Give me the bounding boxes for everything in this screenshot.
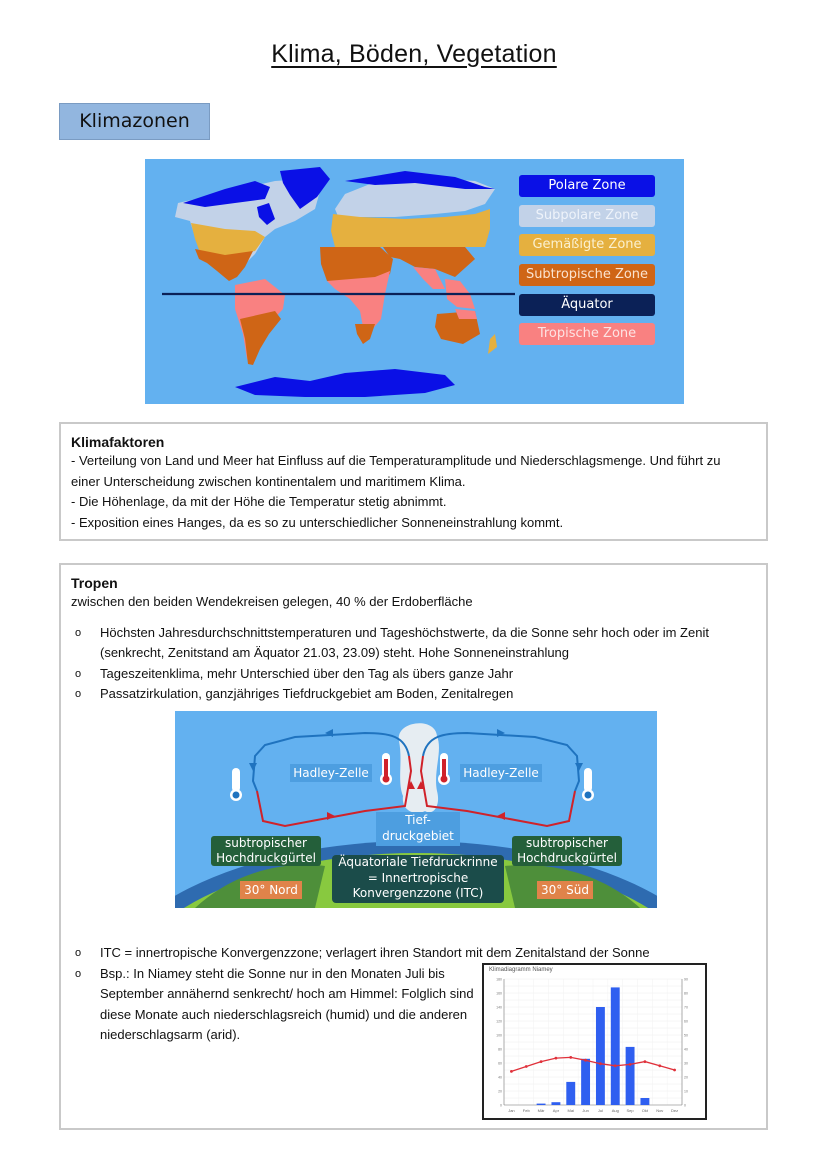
legend-subpolare-zone: Subpolare Zone [519,205,655,227]
svg-text:60: 60 [498,1061,502,1066]
svg-text:10: 10 [684,1089,688,1094]
tropen-bullet: o Passatzirkulation, ganzjähriges Tiefdruckgebiet am Boden, Zenitalregen [71,684,756,705]
svg-text:60: 60 [684,1019,688,1024]
hadley-cell-left-label: Hadley-Zelle [290,764,372,782]
klimafaktoren-line-2: - Die Höhenlage, da mit der Höhe die Temperatur stetig abnimmt. [71,494,447,509]
page-title: Klima, Böden, Vegetation [271,40,557,68]
svg-text:Jun: Jun [582,1108,589,1113]
tropen-bullet: o Höchsten Jahresdurchschnittstemperaturen und Tageshöchstwerte, da die Sonne sehr hoch oder im Zenit (senkrecht, Zenitstand am Äquator 21.03, 23.09) steht. Hohe Sonneneinstrahlung [75,624,709,660]
high-pressure-left-label: subtropischer Hochdruckgürtel [211,836,321,866]
climate-zone-map [145,159,684,404]
high-pressure-right-label: subtropischer Hochdruckgürtel [512,836,622,866]
svg-text:Jan: Jan [508,1108,515,1113]
svg-text:20: 20 [498,1089,502,1094]
svg-text:140: 140 [496,1005,502,1010]
legend-aequator: Äquator [519,294,655,316]
low-pressure-label: Tief- druckgebiet [376,812,460,846]
svg-text:90: 90 [684,977,688,982]
svg-text:160: 160 [496,991,502,996]
hadley-cell-diagram [175,711,657,908]
svg-text:50: 50 [684,1033,688,1038]
hadley-cell-right-label: Hadley-Zelle [460,764,542,782]
svg-text:80: 80 [684,991,688,996]
klimafaktoren-box [59,422,768,541]
chart-title: Klimadiagramm Niamey [489,967,553,973]
map-legend [519,175,655,353]
tropen-bullet: o Bsp.: In Niamey steht die Sonne nur in den Monaten Juli bis September annähernd senkrecht/ hoch am Himmel: Folglich sind diese Monate auch niederschlagsreich (humid) und die anderen niederschlagsarm (arid). [75,965,474,1042]
tropen-heading: Tropen [71,575,118,591]
svg-text:Mär: Mär [537,1108,545,1113]
bullet-circle-icon: o [75,626,82,639]
svg-text:Aug: Aug [611,1108,619,1113]
tropen-bullet: o Tageszeitenklima, mehr Unterschied über den Tag als übers ganze Jahr [71,664,756,685]
svg-text:Okt: Okt [641,1108,649,1113]
svg-text:Nov: Nov [656,1108,664,1113]
legend-subtropische-zone: Subtropische Zone [519,264,655,286]
klimafaktoren-heading: Klimafaktoren [71,434,165,450]
thermometer-hot-right-icon [438,753,450,785]
svg-text:Mai: Mai [567,1108,574,1113]
thermometer-cold-right-icon [582,768,594,801]
section-tag-klimazonen: Klimazonen [59,103,210,140]
legend-tropische-zone: Tropische Zone [519,323,655,345]
bullet-circle-icon: o [75,688,82,700]
latitude-30-south-label: 30° Süd [537,881,593,899]
tropen-intro: zwischen den beiden Wendekreisen gelegen, 40 % der Erdoberfläche [71,594,473,609]
bullet-circle-icon: o [75,947,82,959]
legend-gemaessigte-zone: Gemäßigte Zone [519,234,655,256]
legend-polare-zone: Polare Zone [519,175,655,197]
chart-plot [484,965,705,1118]
svg-text:80: 80 [498,1047,502,1052]
svg-text:0: 0 [500,1103,502,1108]
svg-text:20: 20 [684,1075,688,1080]
svg-text:Feb: Feb [522,1108,530,1113]
itc-label: Äquatoriale Tiefdruckrinne = Innertropische Konvergenzzone (ITC) [332,855,504,903]
svg-text:0: 0 [684,1103,686,1108]
tropen-bullet-list [71,623,756,705]
svg-text:Jul: Jul [597,1108,603,1113]
bullet-circle-icon: o [75,667,82,680]
svg-text:Sep: Sep [626,1108,634,1113]
tropen-box [59,563,768,1130]
tropen-bullet: o ITC = innertropische Konvergenzzone; verlagert ihren Standort mit dem Zenitalstand der Sonne [71,943,761,964]
svg-text:Apr: Apr [552,1108,560,1113]
bullet-circle-icon: o [75,967,82,980]
latitude-30-north-label: 30° Nord [240,881,302,899]
thermometer-cold-left-icon [230,768,242,801]
svg-text:180: 180 [496,977,502,982]
climate-chart-niamey [482,963,707,1120]
svg-text:40: 40 [684,1047,688,1052]
svg-text:120: 120 [496,1019,502,1024]
klimafaktoren-line-3: - Exposition eines Hanges, da es so zu unterschiedlicher Sonneneinstrahlung kommt. [71,514,564,530]
klimafaktoren-line-1: - Verteilung von Land und Meer hat Einfluss auf die Temperaturamplitude und Niederschlagsmenge. Und führt zu einer Unterscheidung zwischen kontinentalem und maritimem Klima. [71,453,721,489]
svg-text:40: 40 [498,1075,502,1080]
svg-text:Dez: Dez [671,1108,679,1113]
svg-text:70: 70 [684,1005,688,1010]
svg-text:100: 100 [496,1033,502,1038]
svg-text:30: 30 [684,1061,688,1066]
thermometer-hot-left-icon [380,753,392,785]
